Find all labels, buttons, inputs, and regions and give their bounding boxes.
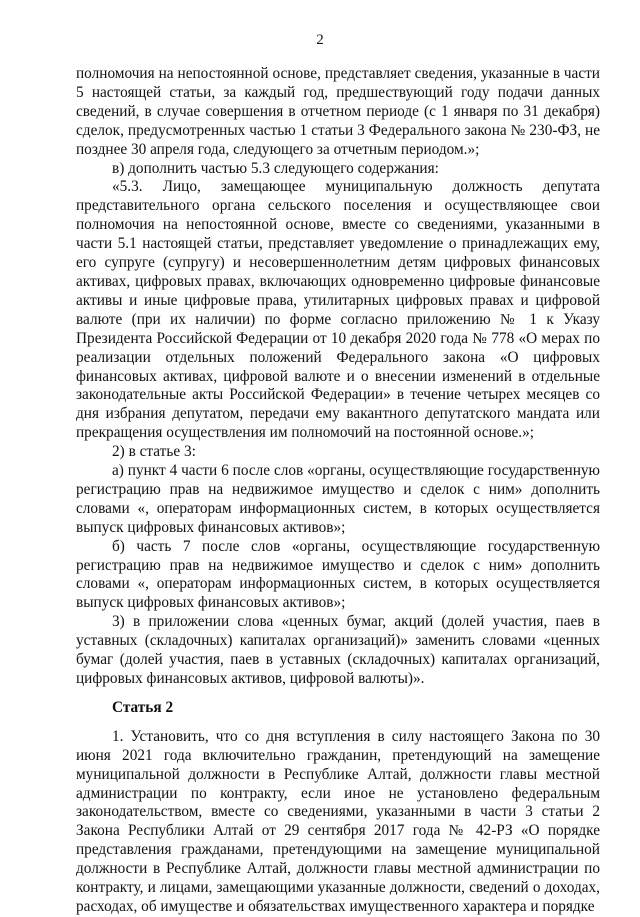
paragraph-continuation: полномочия на непостоянной основе, представляет сведения, указанные в части 5 настоящей статьи, за каждый год, предшествующий году подачи данных сведений, в случае совершения в отчетном периоде (с 1 января по 31 декабря) сделок, предусмотренных частью 1 статьи 3 Федерального закона № 230-ФЗ, не позднее 30 апреля года, следующего за отчетным периодом.»; (76, 65, 600, 158)
article-heading: Статья 2 (112, 698, 174, 716)
paragraph-part-5-3: «5.3. Лицо, замещающее муниципальную должность депутата представительного органа сельского поселения и осуществляющее свои полномочия на непостоянной основе, вместе со сведениями, указанными в части 5.1 настоящей статьи, представляет уведомление о принадлежащих ему, его супруге (супругу) и несовершеннолетним детям цифровых финансовых активах, цифровых правах, включающих одновременно цифровые финансовые активы и иные цифровые права, утилитарных цифровых правах и цифровой валюте (при их наличии) по форме согласно приложению № 1 к Указу Президента Российской Федерации от 10 декабря 2020 года № 778 «О мерах по реализации отдельных положений Федерального закона «О цифровых финансовых активах, цифровой валюте и о внесении изменений в отдельные законодательные акты Российской Федерации» в течение четырех месяцев со дня избрания депутатом, передачи ему вакантного депутатского мандата или прекращения осуществления им полномочий на постоянной основе.»; (76, 178, 600, 442)
paragraph-item-3: 3) в приложении слова «ценных бумаг, акций (долей участия, паев в уставных (складочных) капиталах организаций)» заменить словами «ценных бумаг (долей участия, паев в уставных (складочных) капиталах организаций, цифровых финансовых активов, цифровой валюты)». (76, 613, 600, 687)
paragraph-article-2-part-1: 1. Установить, что со дня вступления в силу настоящего Закона по 30 июня 2021 года включительно гражданин, претендующий на замещение муниципальной должности в Республике Алтай, должности главы местной администрации по контракту, если иное не установлено федеральным законодательством, вместе со сведениями, указанными в части 3 статьи 2 Закона Республики Алтай от 29 сентября 2017 года № 42-РЗ «О порядке представления гражданами, претендующими на замещение муниципальной должности в Республике Алтай, должности главы местной администрации по контракту, и лицами, замещающими указанные должности, сведений о доходах, расходах, об имуществе и обязательствах имущественного характера и порядке (76, 727, 600, 915)
paragraph-item-2: 2) в статье 3: (112, 443, 196, 461)
page-number: 2 (316, 32, 324, 48)
paragraph-item-b: б) часть 7 после слов «органы, осуществляющие государственную регистрацию прав на недвижимое имущество и сделок с ним» дополнить словами «, операторам информационных систем, в которых осуществляется выпуск цифровых финансовых активов»; (76, 537, 600, 612)
paragraph-item-a: а) пункт 4 части 6 после слов «органы, осуществляющие государственную регистрацию прав на недвижимое имущество и сделок с ним» дополнить словами «, операторам информационных систем, в которых осуществляется выпуск цифровых финансовых активов»; (76, 462, 600, 536)
paragraph-item-v: в) дополнить частью 5.3 следующего содержания: (112, 159, 439, 177)
document-body (76, 65, 600, 917)
